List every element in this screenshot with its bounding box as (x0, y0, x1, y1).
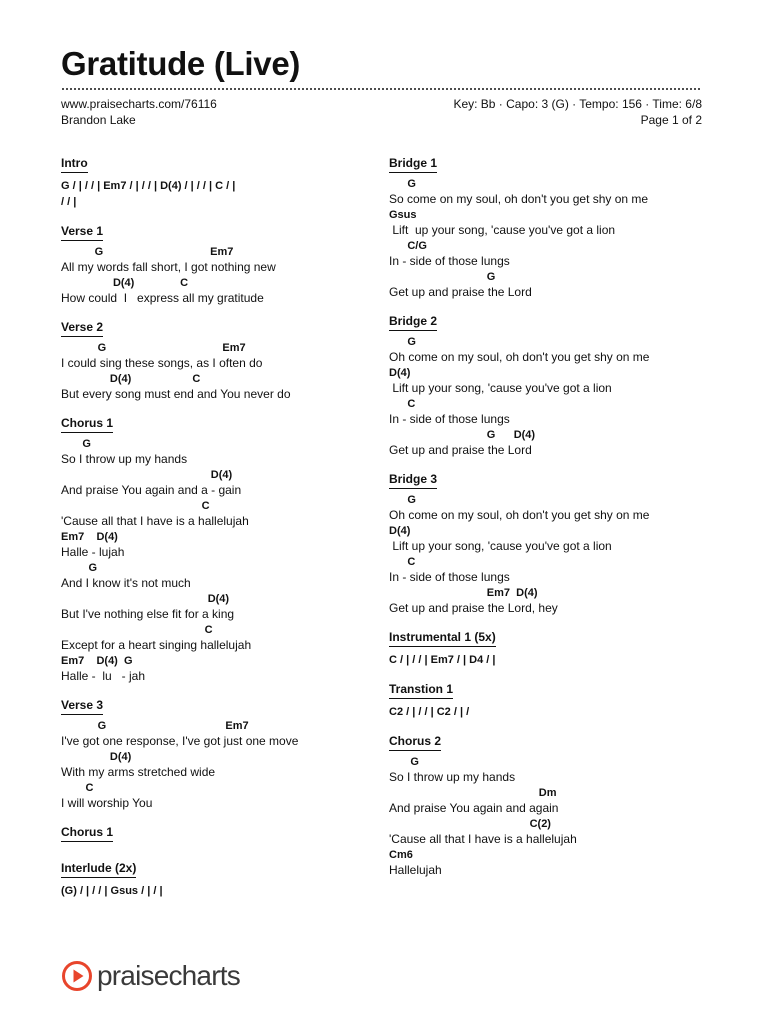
lyric-line: And I know it's not much (61, 576, 191, 590)
section-title: Verse 1 (61, 224, 103, 241)
chart-url[interactable]: www.praisecharts.com/76116 (61, 97, 217, 111)
chord-line: G (61, 562, 98, 574)
chord-line: G (389, 494, 416, 506)
chord-line: G Em7 (61, 342, 246, 354)
chord-line: C (389, 398, 416, 410)
section-transition-1 (389, 680, 709, 720)
praisecharts-logo[interactable] (61, 958, 240, 994)
section-chorus-1-repeat (61, 823, 381, 847)
right-column (389, 154, 709, 890)
lyric-line: Get up and praise the Lord, hey (389, 601, 558, 615)
lyric-line: I could sing these songs, as I often do (61, 356, 263, 370)
chord-progression: / / | (61, 196, 77, 208)
chord-line: C (389, 556, 416, 568)
section-title: Bridge 1 (389, 156, 437, 173)
section-chorus-2 (389, 732, 709, 878)
section-title: Instrumental 1 (5x) (389, 630, 496, 647)
section-title: Chorus 1 (61, 416, 113, 433)
section-title: Intro (61, 156, 88, 173)
lyric-line: All my words fall short, I got nothing new (61, 260, 276, 274)
chord-line: D(4) (61, 751, 132, 763)
chord-line: G (389, 178, 416, 190)
lyric-line: 'Cause all that I have is a hallelujah (389, 832, 577, 846)
chord-line: D(4) C (61, 277, 189, 289)
chord-line: Dm (389, 787, 557, 799)
chord-line: D(4) C (61, 373, 201, 385)
chord-line: G Em7 (61, 246, 234, 258)
lyric-line: How could I express all my gratitude (61, 291, 264, 305)
section-verse-2 (61, 318, 381, 402)
lyric-line: So I throw up my hands (61, 452, 188, 466)
lyric-line: Halle - lu - jah (61, 669, 146, 683)
chord-line: C(2) (389, 818, 551, 830)
lyric-line: I've got one response, I've got just one move (61, 734, 299, 748)
section-title: Chorus 2 (389, 734, 441, 751)
artist-name: Brandon Lake (61, 113, 136, 127)
chord-progression: C / | / / | Em7 / | D4 / | (389, 654, 496, 666)
lyric-line: Oh come on my soul, oh don't you get shy on me (389, 508, 650, 522)
chord-line: D(4) (61, 469, 233, 481)
section-title: Interlude (2x) (61, 861, 136, 878)
lyric-line: Except for a heart singing hallelujah (61, 638, 252, 652)
chord-line: D(4) (389, 367, 411, 379)
chord-line: C (61, 500, 210, 512)
lyric-line: But every song must end and You never do (61, 387, 291, 401)
song-info: Key: Bb · Capo: 3 (G) · Tempo: 156 · Time: 6/8 (453, 97, 702, 111)
lyric-line: And praise You again and a - gain (61, 483, 242, 497)
chord-line: G (389, 271, 496, 283)
chord-line: G (389, 336, 416, 348)
lyric-line: But I've nothing else fit for a king (61, 607, 235, 621)
dotted-divider (61, 88, 702, 90)
chord-line: Em7 D(4) (61, 531, 118, 543)
lyric-line: Hallelujah (389, 863, 442, 877)
section-intro (61, 154, 381, 210)
logo-text: praisecharts (97, 960, 240, 991)
chord-line: G Em7 (61, 720, 249, 732)
chord-progression: G / | / / | Em7 / | / / | D(4) / | / / | C / | (61, 180, 236, 192)
section-title: Chorus 1 (61, 825, 113, 842)
lyric-line: Get up and praise the Lord (389, 285, 532, 299)
lyric-line: So I throw up my hands (389, 770, 516, 784)
chord-line: Em7 D(4) (389, 587, 538, 599)
section-bridge-2 (389, 312, 709, 458)
section-title: Bridge 3 (389, 472, 437, 489)
chord-progression: (G) / | / / | Gsus / | / | (61, 885, 163, 897)
play-circle-logo-icon (61, 960, 93, 992)
section-instrumental-1 (389, 628, 709, 668)
section-interlude (61, 859, 381, 899)
section-chorus-1 (61, 414, 381, 684)
section-title: Bridge 2 (389, 314, 437, 331)
lyric-line: I will worship You (61, 796, 153, 810)
chord-line: C (61, 624, 213, 636)
lyric-line: Lift up your song, 'cause you've got a lion (389, 381, 612, 395)
section-title: Transtion 1 (389, 682, 453, 699)
section-title: Verse 3 (61, 698, 103, 715)
lyric-line: So come on my soul, oh don't you get shy on me (389, 192, 649, 206)
section-bridge-1 (389, 154, 709, 300)
lyric-line: Halle - lujah (61, 545, 125, 559)
lyric-line: In - side of those lungs (389, 254, 510, 268)
chord-line: D(4) (61, 593, 230, 605)
chord-line: Cm6 (389, 849, 413, 861)
section-bridge-3 (389, 470, 709, 616)
lyric-line: Oh come on my soul, oh don't you get shy on me (389, 350, 650, 364)
lyric-line: 'Cause all that I have is a hallelujah (61, 514, 249, 528)
page-number: Page 1 of 2 (640, 113, 702, 127)
chord-line: Em7 D(4) G (61, 655, 133, 667)
chord-line: Gsus (389, 209, 417, 221)
chord-line: G (61, 438, 91, 450)
chord-line: C (61, 782, 94, 794)
lyric-line: With my arms stretched wide (61, 765, 216, 779)
section-verse-3 (61, 696, 381, 811)
lyric-line: Lift up your song, 'cause you've got a lion (389, 539, 612, 553)
section-verse-1 (61, 222, 381, 306)
lyric-line: Lift up your song, 'cause you've got a lion (389, 223, 616, 237)
chord-line: G (389, 756, 419, 768)
chord-line: D(4) (389, 525, 411, 537)
lyric-line: In - side of those lungs (389, 412, 510, 426)
page-title: Gratitude (Live) (61, 45, 301, 82)
lyric-line: In - side of those lungs (389, 570, 510, 584)
lyric-line: And praise You again and again (389, 801, 559, 815)
lyric-line: Get up and praise the Lord (389, 443, 532, 457)
chord-progression: C2 / | / / | C2 / | / (389, 706, 470, 718)
section-title: Verse 2 (61, 320, 103, 337)
left-column (61, 154, 381, 911)
chord-line: C/G (389, 240, 427, 252)
chord-line: G D(4) (389, 429, 536, 441)
